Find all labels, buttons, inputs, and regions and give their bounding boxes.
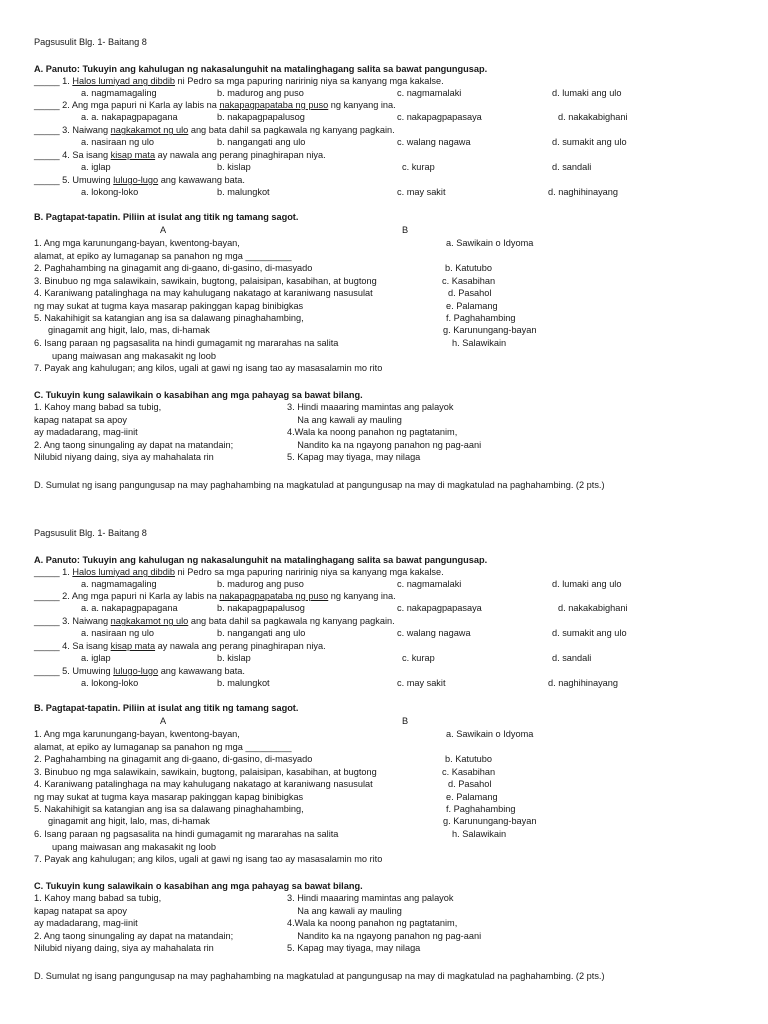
option-c: c. nagmamalaki xyxy=(397,88,462,98)
part-c-heading: C. Tukuyin kung salawikain o kasabihan ang mga pahayag sa bawat bilang. xyxy=(34,390,363,400)
part-a-item-1: _____ 1. Halos lumiyad ang dibdib ni Pedro sa mga papuring naririnig niya sa kanyang mga kakalse. xyxy=(34,567,444,577)
column-b-choice: b. Katutubo xyxy=(445,263,492,273)
option-a: a. iglap xyxy=(81,162,111,172)
column-b-choice: e. Palamang xyxy=(446,301,498,311)
option-b: b. kislap xyxy=(217,653,251,663)
column-b-choice: c. Kasabihan xyxy=(442,767,496,777)
quiz-title: Pagsusulit Blg. 1- Baitang 8 xyxy=(34,528,147,538)
column-a-line: 7. Payak ang kahulugan; ang kilos, ugali at gawi ng isang tao ay masasalamin mo rito xyxy=(34,854,383,864)
column-a-line: upang maiwasan ang makasakit ng loob xyxy=(52,842,216,852)
part-a-item-4: _____ 4. Sa isang kisap mata ay nawala ang perang pinaghirapan niya. xyxy=(34,150,326,160)
option-d: d. lumaki ang ulo xyxy=(552,88,622,98)
part-c-left-line: ay madadarang, mag-iinit xyxy=(34,427,138,437)
option-a: a. a. nakapagpapagana xyxy=(81,603,178,613)
column-b-choice: d. Pasahol xyxy=(448,779,492,789)
option-a: a. nasiraan ng ulo xyxy=(81,628,155,638)
part-c-left-line: kapag natapat sa apoy xyxy=(34,415,127,425)
column-a-line: 2. Paghahambing na ginagamit ang di-gaano, di-gasino, di-masyado xyxy=(34,263,313,273)
column-a-line: upang maiwasan ang makasakit ng loob xyxy=(52,351,216,361)
column-a-line: alamat, at epiko ay lumaganap sa panahon ng mga _________ xyxy=(34,742,292,752)
part-c-right-line: 3. Hindi maaaring mamintas ang palayok xyxy=(287,893,454,903)
column-b-choice: h. Salawikain xyxy=(452,338,507,348)
option-b: b. nakapagpapalusog xyxy=(217,112,305,122)
part-d-instruction: D. Sumulat ng isang pangungusap na may paghahambing na magkatulad at pangungusap na may di magkatulad na paghahambing. (2 pts.) xyxy=(34,480,605,490)
column-a-line: alamat, at epiko ay lumaganap sa panahon ng mga _________ xyxy=(34,251,292,261)
part-a-item-4: _____ 4. Sa isang kisap mata ay nawala ang perang pinaghirapan niya. xyxy=(34,641,326,651)
column-b-choice: g. Karunungang-bayan xyxy=(443,325,537,335)
option-d: d. lumaki ang ulo xyxy=(552,579,622,589)
option-d: d. nakakabighani xyxy=(558,112,628,122)
option-b: b. malungkot xyxy=(217,187,270,197)
option-d: d. naghihinayang xyxy=(548,187,618,197)
option-d: d. sumakit ang ulo xyxy=(552,137,627,147)
column-a-label: A xyxy=(160,225,167,235)
part-c-right-line: 5. Kapag may tiyaga, may nilaga xyxy=(287,452,421,462)
option-b: b. malungkot xyxy=(217,678,270,688)
part-a-item-3: _____ 3. Naiwang nagkakamot ng ulo ang bata dahil sa pagkawala ng kanyang pagkain. xyxy=(34,616,395,626)
quiz-title: Pagsusulit Blg. 1- Baitang 8 xyxy=(34,37,147,47)
column-b-choice: c. Kasabihan xyxy=(442,276,496,286)
column-b-choice: g. Karunungang-bayan xyxy=(443,816,537,826)
option-b: b. kislap xyxy=(217,162,251,172)
option-c: c. may sakit xyxy=(397,678,446,688)
part-c-left-line: kapag natapat sa apoy xyxy=(34,906,127,916)
option-c: c. walang nagawa xyxy=(397,628,471,638)
option-b: b. madurog ang puso xyxy=(217,88,304,98)
column-b-choice: e. Palamang xyxy=(446,792,498,802)
column-a-line: 3. Binubuo ng mga salawikain, sawikain, bugtong, palaisipan, kasabihan, at bugtong xyxy=(34,767,377,777)
option-d: d. sumakit ang ulo xyxy=(552,628,627,638)
column-a-line: 1. Ang mga karunungang-bayan, kwentong-bayan, xyxy=(34,238,240,248)
option-d: d. nakakabighani xyxy=(558,603,628,613)
option-a: a. lokong-loko xyxy=(81,187,139,197)
column-a-line: ginagamit ang higit, lalo, mas, di-hamak xyxy=(48,325,210,335)
column-a-line: 4. Karaniwang patalinghaga na may kahulugang nakatago at karaniwang nasusulat xyxy=(34,779,373,789)
column-a-line: 1. Ang mga karunungang-bayan, kwentong-bayan, xyxy=(34,729,240,739)
option-c: c. nakapagpapasaya xyxy=(397,603,482,613)
part-b-heading: B. Pagtapat-tapatin. Piliin at isulat ang titik ng tamang sagot. xyxy=(34,212,299,222)
column-b-choice: f. Paghahambing xyxy=(446,313,516,323)
option-b: b. nangangati ang ulo xyxy=(217,628,306,638)
part-c-left-line: 1. Kahoy mang babad sa tubig, xyxy=(34,402,162,412)
part-a-item-5: _____ 5. Umuwing lulugo-lugo ang kawawang bata. xyxy=(34,666,245,676)
option-d: d. sandali xyxy=(552,162,592,172)
part-c-left-line: Nilubid niyang daing, siya ay mahahalata rin xyxy=(34,452,214,462)
option-c: c. nagmamalaki xyxy=(397,579,462,589)
part-c-right-line: 3. Hindi maaaring mamintas ang palayok xyxy=(287,402,454,412)
option-a: a. nagmamagaling xyxy=(81,88,157,98)
part-c-right-line: Na ang kawali ay mauling xyxy=(287,415,402,425)
column-a-line: ginagamit ang higit, lalo, mas, di-hamak xyxy=(48,816,210,826)
part-c-right-line: 4.Wala ka noong panahon ng pagtatanim, xyxy=(287,427,458,437)
column-a-line: 3. Binubuo ng mga salawikain, sawikain, bugtong, palaisipan, kasabihan, at bugtong xyxy=(34,276,377,286)
option-a: a. nagmamagaling xyxy=(81,579,157,589)
column-b-choice: a. Sawikain o Idyoma xyxy=(446,238,534,248)
part-c-left-line: 2. Ang taong sinungaling ay dapat na matandain; xyxy=(34,931,234,941)
column-b-label: B xyxy=(402,225,409,235)
part-c-right-line: 5. Kapag may tiyaga, may nilaga xyxy=(287,943,421,953)
option-d: d. sandali xyxy=(552,653,592,663)
option-b: b. nangangati ang ulo xyxy=(217,137,306,147)
option-b: b. madurog ang puso xyxy=(217,579,304,589)
part-c-left-line: ay madadarang, mag-iinit xyxy=(34,918,138,928)
option-c: c. kurap xyxy=(402,162,435,172)
option-a: a. lokong-loko xyxy=(81,678,139,688)
column-b-choice: f. Paghahambing xyxy=(446,804,516,814)
part-c-right-line: Nandito ka na ngayong panahon ng pag-aani xyxy=(287,931,482,941)
part-a-item-1: _____ 1. Halos lumiyad ang dibdib ni Pedro sa mga papuring naririnig niya sa kanyang mga kakalse. xyxy=(34,76,444,86)
part-c-heading: C. Tukuyin kung salawikain o kasabihan ang mga pahayag sa bawat bilang. xyxy=(34,881,363,891)
part-a-heading: A. Panuto: Tukuyin ang kahulugan ng nakasalunguhit na matalinghagang salita sa bawat pangungusap. xyxy=(34,555,488,565)
column-a-line: ng may sukat at tugma kaya masarap pakinggan kapag binibigkas xyxy=(34,792,304,802)
part-d-instruction: D. Sumulat ng isang pangungusap na may paghahambing na magkatulad at pangungusap na may di magkatulad na paghahambing. (2 pts.) xyxy=(34,971,605,981)
column-b-choice: a. Sawikain o Idyoma xyxy=(446,729,534,739)
part-a-item-2: _____ 2. Ang mga papuri ni Karla ay labis na nakapagpapataba ng puso ng kanyang ina. xyxy=(34,100,396,110)
option-a: a. nasiraan ng ulo xyxy=(81,137,155,147)
part-c-right-line: Na ang kawali ay mauling xyxy=(287,906,402,916)
column-a-line: 7. Payak ang kahulugan; ang kilos, ugali at gawi ng isang tao ay masasalamin mo rito xyxy=(34,363,383,373)
column-a-line: 5. Nakahihigit sa katangian ang isa sa dalawang pinaghahambing, xyxy=(34,313,304,323)
option-a: a. iglap xyxy=(81,653,111,663)
part-a-heading: A. Panuto: Tukuyin ang kahulugan ng nakasalunguhit na matalinghagang salita sa bawat pangungusap. xyxy=(34,64,488,74)
part-c-right-line: 4.Wala ka noong panahon ng pagtatanim, xyxy=(287,918,458,928)
option-c: c. may sakit xyxy=(397,187,446,197)
option-d: d. naghihinayang xyxy=(548,678,618,688)
column-a-line: 2. Paghahambing na ginagamit ang di-gaano, di-gasino, di-masyado xyxy=(34,754,313,764)
part-b-heading: B. Pagtapat-tapatin. Piliin at isulat ang titik ng tamang sagot. xyxy=(34,703,299,713)
column-a-line: 6. Isang paraan ng pagsasalita na hindi gumagamit ng mararahas na salita xyxy=(34,829,339,839)
column-a-line: ng may sukat at tugma kaya masarap pakinggan kapag binibigkas xyxy=(34,301,304,311)
part-c-left-line: 1. Kahoy mang babad sa tubig, xyxy=(34,893,162,903)
part-a-item-3: _____ 3. Naiwang nagkakamot ng ulo ang bata dahil sa pagkawala ng kanyang pagkain. xyxy=(34,125,395,135)
option-c: c. walang nagawa xyxy=(397,137,471,147)
column-a-line: 5. Nakahihigit sa katangian ang isa sa dalawang pinaghahambing, xyxy=(34,804,304,814)
part-a-item-5: _____ 5. Umuwing lulugo-lugo ang kawawang bata. xyxy=(34,175,245,185)
column-a-line: 6. Isang paraan ng pagsasalita na hindi gumagamit ng mararahas na salita xyxy=(34,338,339,348)
option-c: c. nakapagpapasaya xyxy=(397,112,482,122)
part-c-right-line: Nandito ka na ngayong panahon ng pag-aani xyxy=(287,440,482,450)
column-b-label: B xyxy=(402,716,409,726)
option-b: b. nakapagpapalusog xyxy=(217,603,305,613)
column-b-choice: d. Pasahol xyxy=(448,288,492,298)
part-a-item-2: _____ 2. Ang mga papuri ni Karla ay labis na nakapagpapataba ng puso ng kanyang ina. xyxy=(34,591,396,601)
column-a-label: A xyxy=(160,716,167,726)
column-b-choice: b. Katutubo xyxy=(445,754,492,764)
column-a-line: 4. Karaniwang patalinghaga na may kahulugang nakatago at karaniwang nasusulat xyxy=(34,288,373,298)
column-b-choice: h. Salawikain xyxy=(452,829,507,839)
option-c: c. kurap xyxy=(402,653,435,663)
part-c-left-line: 2. Ang taong sinungaling ay dapat na matandain; xyxy=(34,440,234,450)
part-c-left-line: Nilubid niyang daing, siya ay mahahalata rin xyxy=(34,943,214,953)
option-a: a. a. nakapagpapagana xyxy=(81,112,178,122)
